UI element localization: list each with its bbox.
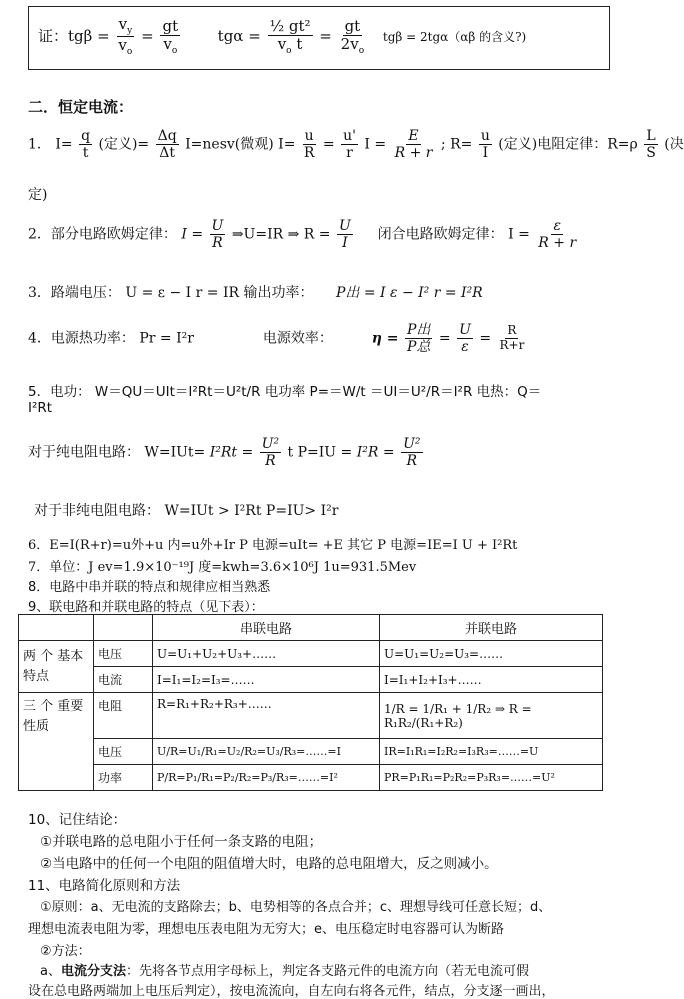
- frac-u-i: [479, 128, 492, 161]
- b-num: U: [338, 218, 351, 234]
- pure-a-num: U²: [261, 436, 280, 452]
- method-a-line1: [40, 960, 529, 979]
- item-7: 7．单位：J ev=1.9×10⁻¹⁹J 度=kwh=3.6×10⁶J 1u=931.5Mev: [28, 560, 417, 575]
- method-a-lead: a、: [40, 964, 61, 979]
- frac-e-rr: [393, 128, 435, 161]
- dq-den: Δt: [159, 145, 176, 162]
- e-num: E: [408, 128, 419, 144]
- c-den: R + r: [538, 235, 577, 252]
- conclusion-2: ②当电路中的任何一个电阻的阻值增大时，电路的总电阻增大，反之则减小。: [40, 856, 498, 872]
- pa-num: P出: [407, 322, 431, 338]
- item-2: [28, 218, 580, 251]
- eq1: =: [141, 26, 154, 45]
- item1-tail: (决: [664, 136, 684, 153]
- f3-den: v: [277, 34, 287, 53]
- u2-den: r: [346, 145, 353, 162]
- f2-den: v: [163, 34, 172, 53]
- f1-num-sub: y: [127, 26, 133, 36]
- item-1: [28, 128, 684, 161]
- frac-U2-R-a: [260, 436, 281, 469]
- dq-num: Δq: [157, 128, 177, 144]
- pure-b-num: U²: [403, 436, 421, 452]
- item3-text: 3．路端电压： U = ε − I r = IR 输出功率：: [28, 285, 314, 301]
- frac-eps-Rr: [536, 218, 578, 251]
- c-num: ε: [553, 218, 561, 234]
- header-parallel: 并联电路: [380, 615, 603, 641]
- row-name: 电压: [94, 739, 153, 765]
- frac-u-r: [302, 128, 317, 161]
- item-8: 8．电路中串并联的特点和规律应相当熟悉: [28, 580, 271, 595]
- f4-den-sub: o: [358, 45, 365, 56]
- frac-half-gt2: [268, 18, 313, 57]
- a-num: U: [211, 218, 224, 234]
- proof-prefix: 证：tgβ =: [38, 26, 110, 45]
- item-6: 6．E=I(R+r)=u外+u 内=u外+Ir P 电源=uIt= +E 其它 P 电源=IE=I U + I²Rt: [28, 538, 518, 553]
- frac-gt-2vo: [339, 18, 366, 57]
- f4-den: 2v: [340, 34, 359, 53]
- ls-num: L: [646, 128, 656, 144]
- row-name: 电压: [94, 641, 153, 667]
- parallel-cell: U=U₁=U₂=U₃=……: [380, 641, 603, 667]
- item2-mid: ⇒U=IR ⇒ R =: [231, 226, 331, 243]
- item-10: 10、记住结论：: [28, 812, 127, 828]
- f1-num: v: [118, 15, 128, 33]
- frac-l-s: [644, 128, 658, 161]
- pc-den: R+r: [499, 338, 525, 353]
- item1-line2: 定): [28, 187, 48, 203]
- f2-den-sub: o: [171, 45, 178, 56]
- item4-eq: =: [438, 330, 451, 347]
- frac-u2-r: [341, 128, 358, 161]
- pb-num: U: [459, 322, 471, 338]
- u2-num: u': [343, 128, 356, 144]
- frac-pout-ptot: [405, 322, 432, 355]
- item-5-line1: 5．电功： W＝QU＝UIt＝I²Rt＝U²t/R 电功率 P=＝W/t ＝UI＝U²/R＝I²R 电热：Q＝: [28, 384, 542, 400]
- parallel-cell: IR=I₁R₁=I₂R₂=I₃R₃=……=U: [380, 739, 603, 765]
- frac-R-Rr: [498, 324, 527, 353]
- header-series: 串联电路: [153, 615, 380, 641]
- eq2: =: [319, 26, 332, 45]
- pure-mid2: I²R =: [356, 444, 395, 461]
- corner-cell-2: [94, 615, 153, 641]
- frac-U2-R-b: [401, 436, 422, 469]
- parallel-cell: 1/R = 1/R₁ + 1/R₂ ⇒ R = R₁R₂/(R₁+R₂): [380, 693, 603, 739]
- series-cell: P/R=P₁/R₁=P₂/R₂=P₃/R₃=……=I²: [153, 765, 380, 791]
- pa-den: P总: [407, 339, 431, 356]
- row-name: 功率: [94, 765, 153, 791]
- ui-num: u: [480, 128, 490, 144]
- item1-eq: =: [322, 136, 335, 153]
- f4-num: gt: [344, 16, 361, 35]
- row-name: 电阻: [94, 693, 153, 739]
- u-den: R: [303, 145, 315, 162]
- e-den: R + r: [394, 145, 433, 162]
- method-a-line2: 设在总电路两端加上电压后判定），按电流流向，自左向右将各元件，结点，分支逐一画出，: [28, 984, 555, 999]
- frac-gt-vo: [160, 18, 180, 57]
- item4-eq2: =: [479, 330, 492, 347]
- method-a-bold: 电流分支法: [60, 964, 126, 979]
- item1-r-def2: (定义)电阻定律：R=ρ: [498, 136, 638, 153]
- f3-den-sub: o: [286, 45, 292, 56]
- u-num: u: [304, 128, 314, 144]
- frac-U-I: [337, 218, 353, 251]
- series-cell: U=U₁+U₂+U₃+……: [153, 641, 380, 667]
- row-name: 电流: [94, 667, 153, 693]
- pure-lead: 对于纯电阻电路： W=IUt=: [28, 444, 206, 461]
- parallel-cell: I=I₁+I₂+I₃+……: [380, 667, 603, 693]
- nonpure-resistance: 对于非纯电阻电路： W=IUt > I²Rt P=IU> I²r: [34, 503, 339, 519]
- pure-resistance: [28, 436, 425, 469]
- principle-line2: 理想电流表电阻为零，理想电压表电阻为无穷大；e、电压稳定时电容器可认为断路: [28, 922, 504, 937]
- proof-tail: tgβ = 2tgα（αβ 的含义?): [382, 29, 527, 44]
- f3-den-t: t: [291, 34, 303, 53]
- item4-eta: η =: [371, 330, 399, 347]
- pc-num: R: [507, 323, 517, 338]
- tga-label: tgα =: [217, 26, 261, 45]
- q-den: t: [82, 145, 89, 162]
- pure-b-den: R: [406, 453, 418, 470]
- a-den: R: [212, 235, 223, 252]
- f1-den-sub: o: [126, 47, 133, 58]
- ls-den: S: [646, 145, 656, 162]
- frac-U-R: [210, 218, 226, 251]
- item1-micro: I=nesv(微观) I=: [185, 136, 296, 153]
- principle-line1: ①原则：a、无电流的支路除去；b、电势相等的各点合并；c、理想导线可任意长短；d、: [40, 900, 552, 915]
- parallel-cell: PR=P₁R₁=P₂R₂=P₃R₃=……=U²: [380, 765, 603, 791]
- pure-mid: I²Rt =: [209, 444, 254, 461]
- method-a-rest: ：先将各节点用字母标上，判定各支路元件的电流方向（若无电流可假: [125, 964, 529, 979]
- series-cell: U/R=U₁/R₁=U₂/R₂=U₃/R₃=……=I: [153, 739, 380, 765]
- series-cell: I=I₁=I₂=I₃=……: [153, 667, 380, 693]
- frac-U-eps: [457, 322, 473, 355]
- item-4: [28, 322, 528, 355]
- item-11: 11、电路简化原则和方法: [28, 878, 181, 894]
- f1-den: v: [118, 36, 127, 55]
- item-3: [28, 282, 483, 302]
- q-num: q: [81, 128, 91, 144]
- conclusion-1: ①并联电路的总电阻小于任何一条支路的电阻；: [40, 834, 323, 850]
- proof-line: [38, 16, 526, 58]
- item1-r-def: ; R=: [440, 136, 473, 153]
- circuit-table: [18, 614, 603, 791]
- section-title: 二．恒定电流：: [28, 98, 134, 116]
- group-basic: 两 个 基本特点: [19, 641, 94, 693]
- item1-i-eq: I =: [364, 136, 387, 153]
- frac-q-t: [79, 128, 92, 161]
- item1-lead: 1． I=: [28, 136, 73, 153]
- item4-eff: 电源效率：: [262, 330, 333, 347]
- pb-den: ε: [461, 339, 469, 356]
- f3-num: ½ gt²: [269, 16, 311, 35]
- method-label: ②方法：: [40, 944, 91, 959]
- ui-den: I: [482, 145, 489, 162]
- item2-closed: 闭合电路欧姆定律： I =: [377, 226, 530, 243]
- item4-text: 4．电源热功率： Pr = I²r: [28, 330, 194, 347]
- series-cell: R=R₁+R₂+R₃+……: [153, 693, 380, 739]
- f2-num: gt: [162, 16, 179, 35]
- item-5-line2: I²Rt: [28, 400, 53, 416]
- b-den: I: [342, 235, 348, 252]
- item2-i-eq: I =: [181, 226, 204, 243]
- group-important: 三 个 重要性质: [19, 693, 94, 791]
- item2-lead: 2．部分电路欧姆定律：: [28, 226, 177, 243]
- frac-vy-vo: [116, 16, 134, 58]
- pure-a-den: R: [265, 453, 276, 470]
- item-9: 9、联电路和并联电路的特点（见下表）：: [28, 600, 264, 615]
- pure-t: t P=IU =: [287, 444, 353, 461]
- item1-def: (定义)=: [98, 136, 150, 153]
- frac-dq-dt: [156, 128, 179, 161]
- corner-cell: [19, 615, 94, 641]
- item3-formula: P出 = I ε − I² r = I²R: [335, 285, 483, 301]
